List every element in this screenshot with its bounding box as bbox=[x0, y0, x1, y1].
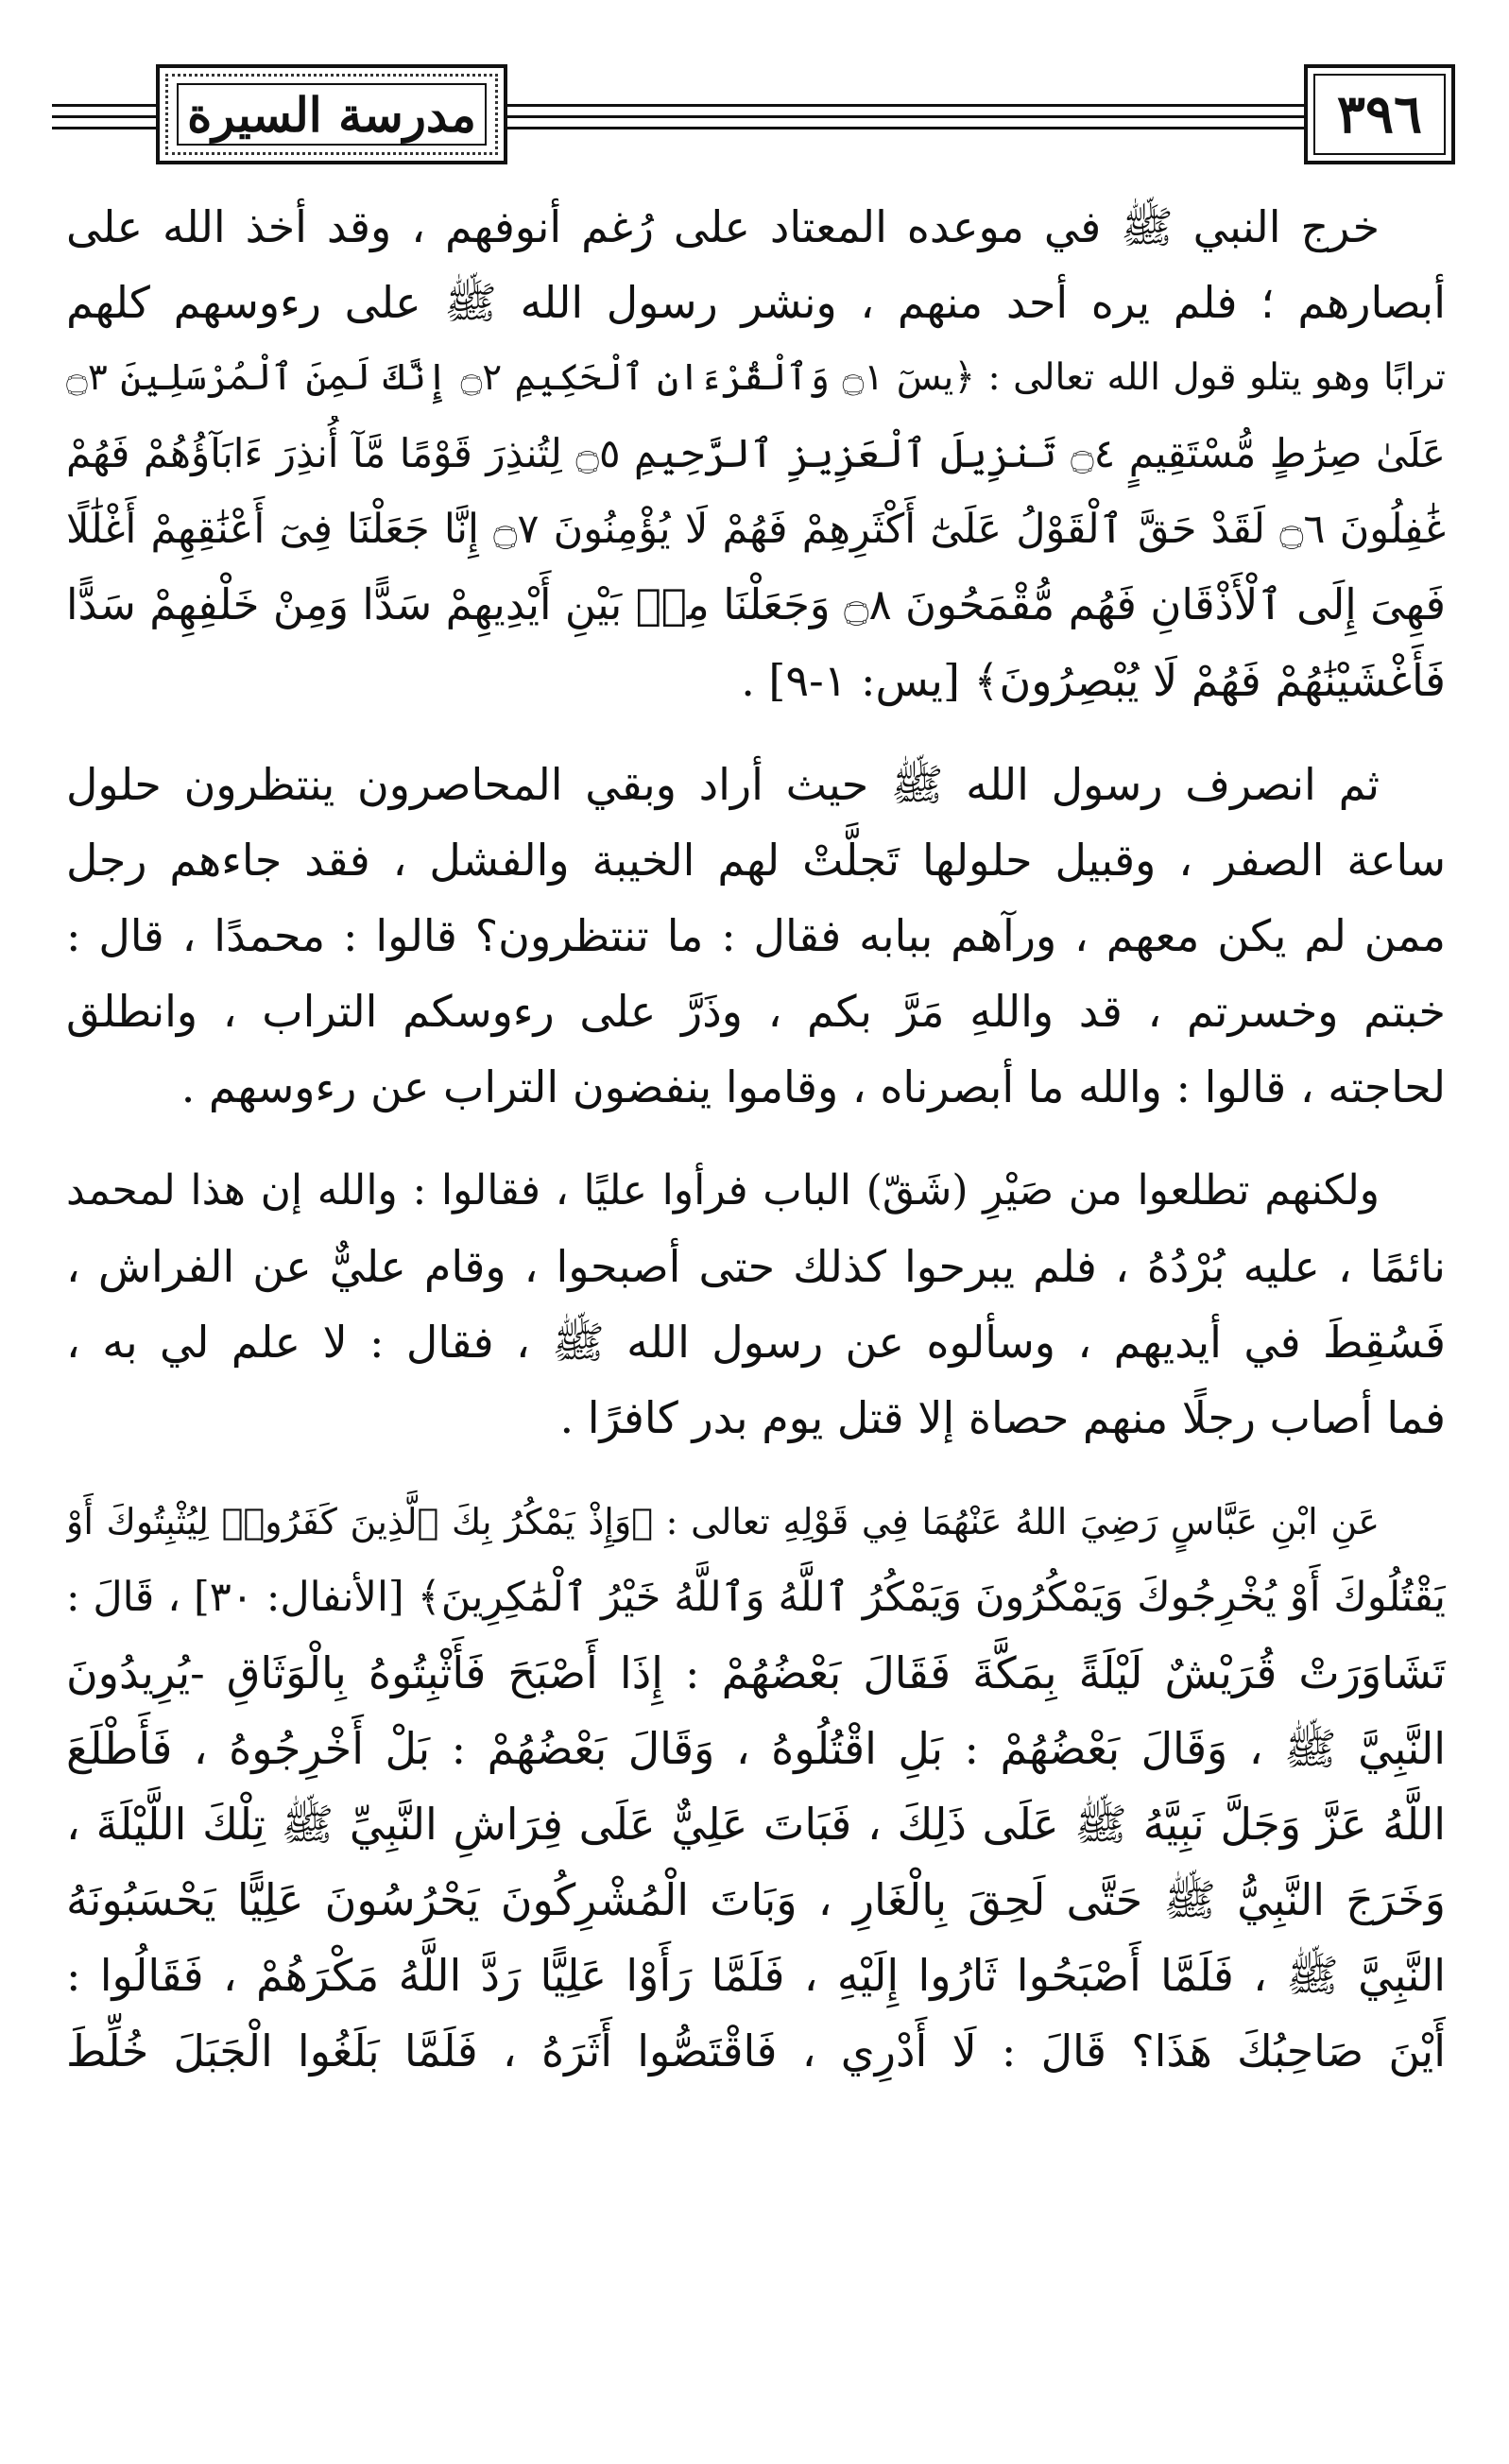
text-line: عَنِ ابْنِ عَبَّاسٍ رَضِيَ اللهُ عَنْهُمَا فِي قَوْلِهِ تعالى : ﴿وَإِذْ يَمْكُرُ بِكَ ٱلَّذِينَ كَفَرُوا۟ لِيُثْبِتُوكَ أَوْ bbox=[66, 1501, 1380, 1542]
header-rule bbox=[52, 104, 156, 107]
text-line: يَقْتُلُوكَ أَوْ يُخْرِجُوكَ وَيَمْكُرُونَ وَيَمْكُرُ ٱللَّهُ وَٱللَّهُ خَيْرُ ٱلْمَٰكِرِينَ﴾ [الأنفال: ٣٠] ، قَالَ : bbox=[66, 1574, 1446, 1621]
book-title: مدرسة السيرة bbox=[177, 83, 487, 146]
text-line: أبصارهم ؛ فلم يره أحد منهم ، ونشر رسول الله ﷺ على رءوسهم كلهم bbox=[66, 277, 1446, 328]
text-line: فَسُقِطَ في أيديهم ، وسألوه عن رسول الله ﷺ ، فقال : لا علم لي به ، bbox=[66, 1317, 1446, 1368]
paragraph-2 bbox=[66, 747, 1446, 1125]
text-line: أَيْنَ صَاحِبُكَ هَذَا؟ قَالَ : لَا أَدْرِي ، فَاقْتَصُّوا أَثَرَهُ ، فَلَمَّا بَلَغُوا الْجَبَلَ خُلِّطَ bbox=[66, 2025, 1446, 2076]
text-line: غَٰفِلُونَ ۝٦ لَقَدْ حَقَّ ٱلْقَوْلُ عَلَىٰٓ أَكْثَرِهِمْ فَهُمْ لَا يُؤْمِنُونَ ۝٧ إِنَّا جَعَلْنَا فِىٓ أَعْنَٰقِهِمْ أَغْلَٰلًا bbox=[66, 506, 1446, 553]
header-rule bbox=[507, 115, 1304, 118]
text-line: ثم انصرف رسول الله ﷺ حيث أراد وبقي المحاصرون ينتظرون حلول bbox=[66, 759, 1380, 810]
text-line: ترابًا وهو يتلو قول الله تعالى : ﴿يسٓ ۝١ وَٱلْقُرْءَانِ ٱلْحَكِيمِ ۝٢ إِنَّكَ لَمِنَ ٱلْمُرْسَلِينَ ۝٣ bbox=[66, 356, 1446, 399]
header-rule bbox=[52, 127, 156, 129]
text-line: خبتم وخسرتم ، قد واللهِ مَرَّ بكم ، وذَرَّ على رءوسكم التراب ، وانطلق bbox=[66, 986, 1446, 1037]
page-number: ٣٩٦ bbox=[1336, 83, 1423, 146]
text-line: فَأَغْشَيْنَٰهُمْ فَهُمْ لَا يُبْصِرُونَ﴾ [يس: ١-٩] . bbox=[741, 655, 1446, 706]
text-line: فما أصاب رجلًا منهم حصاة إلا قتل يوم بدر كافرًا . bbox=[559, 1392, 1446, 1443]
paragraph-4 bbox=[66, 1484, 1446, 2089]
text-line: خرج النبي ﷺ في موعده المعتاد على رُغم أنوفهم ، وقد أخذ الله على bbox=[66, 201, 1380, 252]
header-rule bbox=[52, 115, 156, 118]
text-line: ولكنهم تطلعوا من صَيْرِ (شَقّ) الباب فرأوا عليًا ، فقالوا : والله إن هذا لمحمد bbox=[66, 1166, 1380, 1215]
page-header bbox=[52, 64, 1460, 168]
book-title-frame bbox=[156, 64, 507, 164]
header-rule bbox=[507, 104, 1304, 107]
paragraph-1 bbox=[66, 189, 1446, 718]
text-line: النَّبِيَّ ﷺ ، فَلَمَّا أَصْبَحُوا ثَارُوا إِلَيْهِ ، فَلَمَّا رَأَوْا عَلِيًّا رَدَّ اللَّهُ مَكْرَهُمْ ، فَقَالُوا : bbox=[66, 1950, 1446, 2001]
text-line: ممن لم يكن معهم ، ورآهم ببابه فقال : ما تنتظرون؟ قالوا : محمدًا ، قال : bbox=[66, 910, 1446, 961]
text-line: ساعة الصفر ، وقبيل حلولها تَجلَّتْ لهم الخيبة والفشل ، فقد جاءهم رجل bbox=[66, 835, 1446, 886]
text-line: فَهِىَ إِلَى ٱلْأَذْقَانِ فَهُم مُّقْمَحُونَ ۝٨ وَجَعَلْنَا مِنۢ بَيْنِ أَيْدِيهِمْ سَدًّا وَمِنْ خَلْفِهِمْ سَدًّا bbox=[66, 579, 1446, 629]
text-line: تَشَاوَرَتْ قُرَيْشٌ لَيْلَةً بِمَكَّةَ فَقَالَ بَعْضُهُمْ : إِذَا أَصْبَحَ فَأَثْبِتُوهُ بِالْوَثَاقِ -يُرِيدُونَ bbox=[66, 1647, 1446, 1698]
page-number-frame bbox=[1304, 64, 1455, 164]
page-body bbox=[66, 189, 1446, 2117]
text-line: لحاجته ، قالوا : والله ما أبصرناه ، وقاموا ينفضون التراب عن رءوسهم . bbox=[180, 1061, 1446, 1112]
text-line: عَلَىٰ صِرَٰطٍ مُّسْتَقِيمٍ ۝٤ تَنزِيلَ ٱلْعَزِيزِ ٱلرَّحِيمِ ۝٥ لِتُنذِرَ قَوْمًا مَّآ أُنذِرَ ءَابَآؤُهُمْ فَهُمْ bbox=[66, 430, 1446, 476]
header-rule bbox=[507, 127, 1304, 129]
text-line: النَّبِيَّ ﷺ ، وَقَالَ بَعْضُهُمْ : بَلِ اقْتُلُوهُ ، وَقَالَ بَعْضُهُمْ : بَلْ أَخْرِجُوهُ ، فَأَطْلَعَ bbox=[66, 1723, 1446, 1774]
text-line: اللَّهُ عَزَّ وَجَلَّ نَبِيَّهُ ﷺ عَلَى ذَلِكَ ، فَبَاتَ عَلِيٌّ عَلَى فِرَاشِ النَّبِيِّ ﷺ تِلْكَ اللَّيْلَةَ ، bbox=[66, 1799, 1446, 1850]
paragraph-3 bbox=[66, 1153, 1446, 1456]
text-line: وَخَرَجَ النَّبِيُّ ﷺ حَتَّى لَحِقَ بِالْغَارِ ، وَبَاتَ الْمُشْرِكُونَ يَحْرُسُونَ عَلِيًّا يَحْسَبُونَهُ bbox=[66, 1874, 1446, 1925]
text-line: نائمًا ، عليه بُرْدُهُ ، فلم يبرحوا كذلك حتى أصبحوا ، وقام عليٌّ عن الفراش ، bbox=[66, 1241, 1446, 1292]
